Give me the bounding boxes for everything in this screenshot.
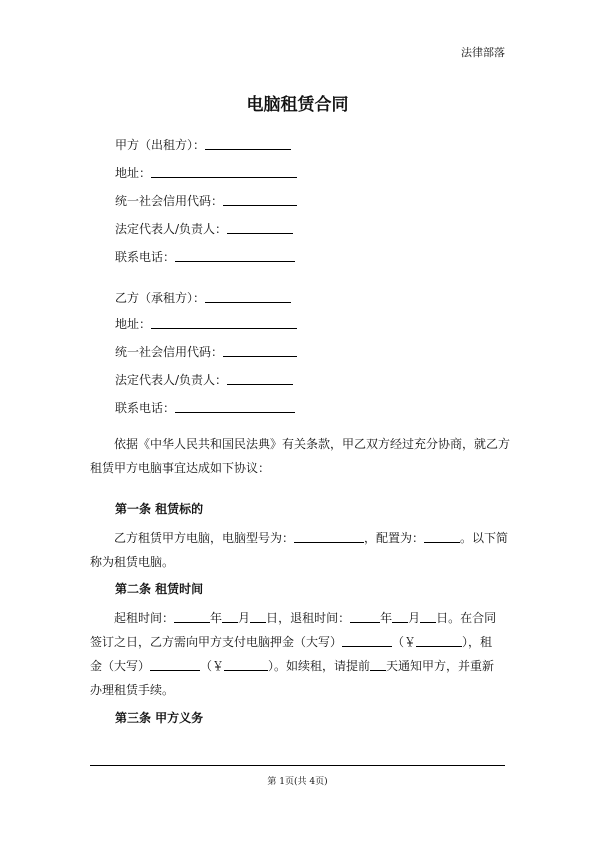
party-b-representative-field [115,371,293,388]
party-a-credit-code-label: 统一社会信用代码： [115,194,224,208]
article-2-line-2 [90,630,505,654]
footer-divider [90,765,505,766]
end-day-blank [420,610,436,623]
party-b-address-blank [151,316,297,329]
party-b-name-label: 乙方（承租方）： [115,291,206,305]
intro-paragraph [90,432,511,480]
party-b-name-field [115,289,291,306]
start-time-label: 起租时间： [114,611,175,625]
party-b-representative-label: 法定代表人/负责人： [115,373,228,387]
rent-yen-open: （￥ [200,659,225,673]
deposit-yen-close: ），租 [462,635,493,649]
model-blank [294,530,364,543]
start-month-blank [222,610,238,623]
deposit-label: 签订之日，乙方需向甲方支付电脑押金（大写） [90,635,343,649]
start-year-label: 年 [210,611,223,625]
article-1-text-1: 乙方租赁甲方电脑，电脑型号为： [114,531,295,545]
party-a-address-label: 地址： [115,166,152,180]
party-b-name-blank [205,290,291,303]
end-month-label: 月 [408,611,421,625]
article-1-line-1 [90,526,509,550]
config-blank [424,530,460,543]
article-2-text-1: 。在合同 [448,611,497,625]
deposit-amount-blank [416,634,462,647]
party-b-phone-label: 联系电话： [115,401,176,415]
party-b-address-field [115,315,297,332]
rent-label: 金（大写） [90,659,151,673]
rent-amount-blank [224,658,268,671]
party-a-phone-field [115,248,295,265]
article-3-heading: 第三条 甲方义务 [115,711,204,725]
party-b-phone-blank [175,400,295,413]
party-a-credit-code-blank [223,193,297,206]
article-2-heading: 第二条 租赁时间 [115,582,204,596]
start-year-blank [174,610,210,623]
party-a-name-blank [205,137,291,150]
rent-words-blank [150,658,200,671]
renewal-text: ）。如续租，请提前 [268,659,371,673]
party-a-phone-label: 联系电话： [115,250,176,264]
header-label: 法律部落 [461,46,505,59]
end-year-blank [350,610,380,623]
party-b-phone-field [115,399,295,416]
party-a-address-blank [151,165,297,178]
party-a-representative-blank [227,221,293,234]
start-month-label: 月 [238,611,251,625]
start-day-label: 日 [266,611,279,625]
end-day-label: 日 [436,611,449,625]
start-day-blank [250,610,266,623]
party-a-phone-blank [175,249,295,262]
party-b-address-label: 地址： [115,317,152,331]
end-year-label: 年 [380,611,393,625]
article-1-heading: 第一条 租赁标的 [115,502,204,516]
article-2-line-1 [90,606,505,630]
article-1-text-2: ，配置为： [364,531,425,545]
article-2-line-3 [90,654,505,678]
article-2-line-4: 办理租赁手续。 [90,683,175,697]
end-month-blank [392,610,408,623]
intro-line-2: 租赁甲方电脑事宜达成如下协议： [90,461,271,475]
end-time-label: ，退租时间： [278,611,351,625]
party-a-name-field [115,136,291,153]
article-1-text-3: 。以下简 [460,531,509,545]
party-b-representative-blank [227,372,293,385]
deposit-words-blank [342,634,392,647]
party-b-credit-code-blank [223,344,297,357]
party-a-representative-field [115,220,293,237]
party-a-representative-label: 法定代表人/负责人： [115,222,228,236]
notice-text: 天通知甲方，并重新 [386,659,495,673]
page-number: 第 1页(共 4页) [267,777,328,787]
intro-line-1: 依据《中华人民共和国民法典》有关条款，甲乙双方经过充分协商，就乙方 [114,437,511,451]
notice-days-blank [370,658,386,671]
deposit-yen-open: （￥ [392,635,417,649]
article-1-line-2: 称为租赁电脑。 [90,555,175,569]
party-b-credit-code-label: 统一社会信用代码： [115,345,224,359]
party-a-address-field [115,164,297,181]
party-a-credit-code-field [115,192,297,209]
article-1-paragraph [90,526,509,574]
article-2-paragraph [90,606,505,702]
document-title: 电脑租赁合同 [246,95,349,115]
party-b-credit-code-field [115,343,297,360]
party-a-name-label: 甲方（出租方）： [115,138,206,152]
